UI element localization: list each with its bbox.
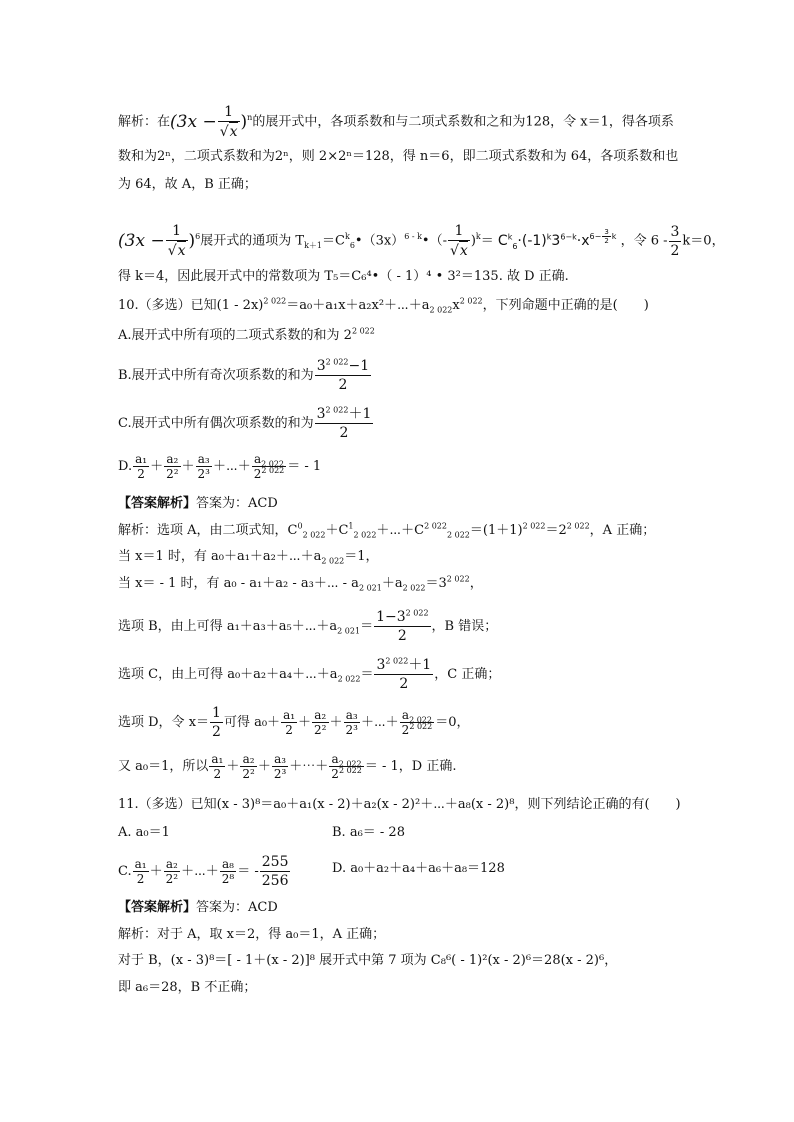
question-10-option-b: B.展开式中所有奇次项系数的和为 $\frac{3^{2 022}-1}{2}$ [118, 357, 370, 393]
question-10-solution-5: 选项 C，由上可得 $a_0+a_2+a_4+\cdots+a_{2 022}=$ $\frac{3^{2 022}+1}{2}$ ，C 正确； [118, 656, 501, 692]
question-10-solution-1: 解析：选项 A，由二项式知，$C^0_{2 022}+C^1_{2 022}+\cdots+C^{2 022}_{2 022}=(1+1)^{2 022}=2^{2 022}$，A 正确； [118, 521, 656, 540]
question-11-option-b: B. a₆＝ - 28 [332, 825, 405, 840]
question-10-solution-4: 选项 B，由上可得 $a_1+a_3+a_5+\cdots+a_{2 021}=$ $\frac{1-3^{2 022}}{2}$ ，B 错误； [118, 608, 498, 644]
question-10-option-c: C.展开式中所有偶次项系数的和为 $\frac{3^{2 022}+1}{2}$ [118, 405, 372, 441]
solution-line-5: 得 k＝4，因此展开式中的常数项为 T₅＝C₆⁴•（ - 1）⁴ • 3²＝135. 故 D 正确. [118, 269, 569, 284]
question-10-option-a: A.展开式中所有项的二项式系数的和为 $2^{2 022}$ [118, 326, 375, 343]
question-11-answer: 【答案解析】答案为：ACD [118, 900, 278, 915]
question-10-solution-6: 选项 D，令 x＝ $\frac{1}{2}$ 可得 a₀＋ $\frac{\text{a₁}}{2}$ ＋ $\frac{\text{a₂}}{\text{2²}}$ ＋ $\frac{\text{a₃}}{\text{2³}}$ ＋⋯＋ $\frac{a_{2 022}}{2^{2 022}}$ ＝0， [118, 705, 470, 740]
solution-line-1: 解析：在(3x − $\frac{1}{√x}$ )$^n$的展开式中，各项系数和与二项式系数和之和为128，令 x＝1，得各项系 [118, 104, 674, 140]
question-10-solution-2: 当 x＝1 时，有 $a_0+a_1+a_2+\cdots+a_{2 022}=1$， [118, 549, 379, 566]
question-10-option-d: D. $\frac{\text{a₁}}{2}$ ＋ $\frac{\text{a₂}}{\text{2²}}$ ＋ $\frac{\text{a₃}}{\text{2³}}$ ＋⋯＋ $\frac{a_{2 022}}{2^{2 022}}$ ＝ - 1 [118, 452, 322, 481]
solution-line-4: (3x − $\frac{1}{√x}$ )$^6$展开式的通项为 $T_{k+1}=C^k_6•(3x)^{6 - k}•(-$ $\frac{1}{√x}$ )$^k= C^k_6\cdot(-1)^k3^{6-k}\cdot x^{6- \frac{3}{2} k}$ ，令 6 - $\frac{3}{2}$ k＝0， [118, 223, 725, 259]
question-11-solution-1: 解析：对于 A，取 x＝2，得 a₀＝1，A 正确； [118, 927, 386, 942]
question-11-solution-3: 即 a₆＝28，B 不正确； [118, 980, 257, 995]
solution-line-3: 为 64，故 A，B 正确； [118, 177, 257, 192]
question-11-option-a: A. a₀＝1 [118, 825, 170, 840]
question-11-option-c: C. $\frac{\text{a₁}}{2}$ ＋ $\frac{\text{a₂}}{\text{2²}}$ ＋⋯＋ $\frac{\text{a₈}}{\text{2⁸}}$ ＝ - $\frac{255}{256}$ [118, 854, 289, 889]
question-10-solution-7: 又 a₀＝1，所以 $\frac{\text{a₁}}{2}$ ＋ $\frac{\text{a₂}}{\text{2²}}$ ＋ $\frac{\text{a₃}}{\text{2³}}$ ＋⋯＋ $\frac{a_{2 022}}{2^{2 022}}$ ＝ - 1，D 正确. [118, 752, 457, 781]
question-10-solution-3: 当 x＝ - 1 时，有 a₀ - a₁＋a₂ - a₃＋⋯ - $a_{2 021}+a_{2 022}=3^{2 022}$， [118, 574, 483, 593]
question-11-solution-2: 对于 B，(x - 3)⁸＝[ - 1＋(x - 2)]⁸ 展开式中第 7 项为 C₈⁶( - 1)²(x - 2)⁶＝28(x - 2)⁶， [118, 953, 618, 968]
solution-line-2: 数和为2ⁿ，二项式系数和为2ⁿ，则 2×2ⁿ＝128，得 n＝6，即二项式系数和为 64，各项系数和也 [118, 149, 679, 164]
question-11-stem: 11.（多选）已知(x - 3)⁸＝a₀＋a₁(x - 2)＋a₂(x - 2)²＋⋯＋a₈(x - 2)⁸，则下列结论正确的有( ) [118, 797, 681, 812]
question-10-stem: 10.（多选）已知$(1 - 2x)^{2 022}=a_0+a_1x+a_2x^2+\cdots+a_{2 022}x^{2 022}$，下列命题中正确的是( ) [118, 296, 649, 315]
question-11-option-d: D. a₀＋a₂＋a₄＋a₆＋a₈＝128 [332, 861, 505, 876]
question-10-answer: 【答案解析】答案为：ACD [118, 496, 278, 511]
